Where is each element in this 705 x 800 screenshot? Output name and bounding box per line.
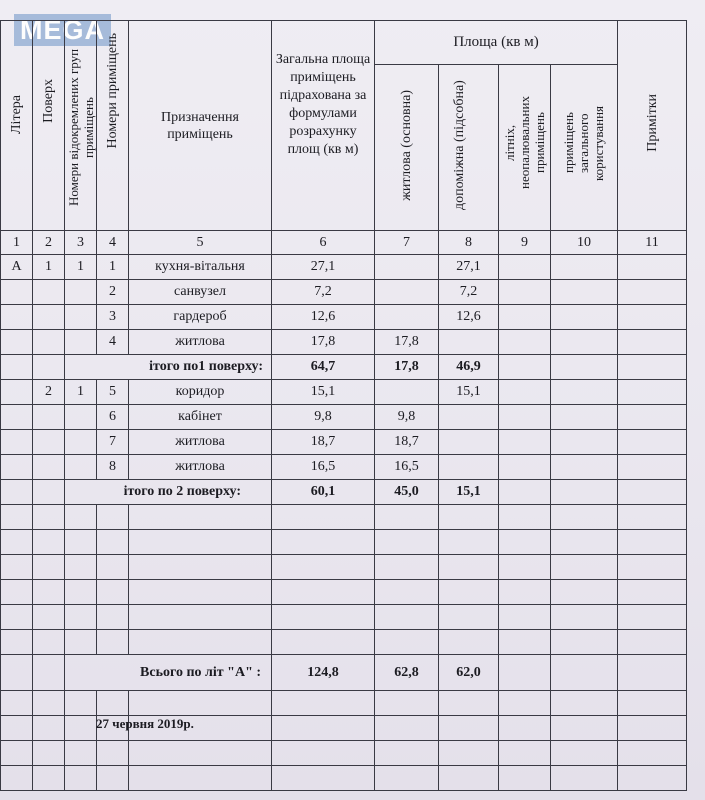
header-living: житлова (основна)	[375, 65, 439, 231]
cell-empty	[499, 355, 551, 380]
cell-empty	[551, 430, 618, 455]
cell-empty	[499, 480, 551, 505]
col-num: 3	[65, 231, 97, 255]
table-row	[1, 330, 687, 355]
cell-empty	[499, 280, 551, 305]
cell-empty	[618, 405, 687, 430]
header-notes: Примітки	[618, 21, 687, 231]
cell-aux-area	[439, 455, 499, 480]
cell-total-area: 27,1	[272, 255, 375, 280]
subtotal-total-area: 60,1	[272, 480, 375, 505]
cell-aux-area	[439, 430, 499, 455]
cell-total-area: 9,8	[272, 405, 375, 430]
cell-empty	[551, 480, 618, 505]
empty-row	[1, 505, 687, 530]
table-row	[1, 305, 687, 330]
cell-group	[65, 430, 97, 455]
cell-empty	[499, 255, 551, 280]
cell-living-area: 18,7	[375, 430, 439, 455]
cell-empty	[1, 655, 33, 691]
cell-empty	[499, 305, 551, 330]
cell-empty	[618, 455, 687, 480]
cell-room-purpose: санвузел	[129, 280, 272, 305]
empty-row	[1, 691, 687, 716]
column-number-row	[1, 231, 687, 255]
cell-empty	[551, 455, 618, 480]
cell-room-purpose: житлова	[129, 330, 272, 355]
cell-living-area	[375, 305, 439, 330]
cell-group	[65, 305, 97, 330]
cell-room-purpose: гардероб	[129, 305, 272, 330]
cell-floor	[33, 330, 65, 355]
cell-living-area	[375, 255, 439, 280]
cell-empty	[618, 255, 687, 280]
cell-empty	[499, 455, 551, 480]
cell-living-area: 17,8	[375, 330, 439, 355]
empty-row	[1, 766, 687, 791]
subtotal-aux-area: 46,9	[439, 355, 499, 380]
cell-room-number: 4	[97, 330, 129, 355]
cell-floor	[33, 455, 65, 480]
cell-empty	[499, 430, 551, 455]
cell-group: 1	[65, 380, 97, 405]
col-num: 4	[97, 231, 129, 255]
subtotal-label: ітого по 2 поверху:	[65, 480, 272, 505]
cell-empty	[551, 355, 618, 380]
subtotal-living-area: 45,0	[375, 480, 439, 505]
grand-total-living-area: 62,8	[375, 655, 439, 691]
col-num: 5	[129, 231, 272, 255]
table-row	[1, 405, 687, 430]
cell-living-area	[375, 380, 439, 405]
col-num: 11	[618, 231, 687, 255]
table-row	[1, 380, 687, 405]
cell-room-number: 2	[97, 280, 129, 305]
cell-floor: 1	[33, 255, 65, 280]
subtotal-label: ітого по1 поверху:	[65, 355, 272, 380]
header-group-numbers: Номери відокремлених груп приміщень	[65, 21, 97, 231]
cell-room-number: 3	[97, 305, 129, 330]
cell-empty	[1, 355, 33, 380]
header-summer-rooms: літніх, неопалювальних приміщень	[499, 65, 551, 231]
header-row-top	[1, 21, 687, 65]
room-inventory-table	[0, 20, 687, 791]
mega-watermark-logo: MEGA	[14, 14, 111, 46]
col-num: 8	[439, 231, 499, 255]
cell-floor	[33, 405, 65, 430]
table-row	[1, 280, 687, 305]
cell-litera	[1, 380, 33, 405]
cell-group	[65, 330, 97, 355]
cell-litera	[1, 305, 33, 330]
cell-empty	[618, 655, 687, 691]
cell-empty	[33, 655, 65, 691]
cell-room-purpose: кухня-вітальня	[129, 255, 272, 280]
table-row	[1, 455, 687, 480]
header-total-area: Загальна площа приміщень підрахована за формулами розрахунку площ (кв м)	[272, 21, 375, 231]
cell-aux-area: 12,6	[439, 305, 499, 330]
cell-empty	[618, 355, 687, 380]
cell-room-purpose: житлова	[129, 430, 272, 455]
header-litera: Літера	[1, 21, 33, 231]
header-room-numbers: Номери приміщень	[97, 21, 129, 231]
table-row	[1, 430, 687, 455]
cell-living-area: 9,8	[375, 405, 439, 430]
cell-floor: 2	[33, 380, 65, 405]
cell-total-area: 12,6	[272, 305, 375, 330]
cell-room-purpose: коридор	[129, 380, 272, 405]
cell-empty	[1, 480, 33, 505]
cell-litera	[1, 430, 33, 455]
col-num: 7	[375, 231, 439, 255]
cell-group	[65, 455, 97, 480]
cell-empty	[551, 330, 618, 355]
cell-total-area: 7,2	[272, 280, 375, 305]
cell-room-number: 5	[97, 380, 129, 405]
header-poverkh: Поверх	[33, 21, 65, 231]
cell-floor	[33, 305, 65, 330]
cell-empty	[618, 380, 687, 405]
cell-total-area: 18,7	[272, 430, 375, 455]
cell-room-purpose: житлова	[129, 455, 272, 480]
cell-empty	[551, 380, 618, 405]
cell-empty	[551, 305, 618, 330]
cell-empty	[618, 280, 687, 305]
grand-total-aux-area: 62,0	[439, 655, 499, 691]
col-num: 10	[551, 231, 618, 255]
cell-group: 1	[65, 255, 97, 280]
cell-aux-area	[439, 330, 499, 355]
empty-row	[1, 741, 687, 766]
cell-empty	[618, 480, 687, 505]
grand-total-area: 124,8	[272, 655, 375, 691]
empty-row	[1, 555, 687, 580]
cell-room-purpose: кабінет	[129, 405, 272, 430]
cell-litera: А	[1, 255, 33, 280]
empty-row	[1, 630, 687, 655]
cell-total-area: 16,5	[272, 455, 375, 480]
cell-room-number: 8	[97, 455, 129, 480]
cell-empty	[618, 305, 687, 330]
cell-litera	[1, 330, 33, 355]
cell-empty	[618, 430, 687, 455]
cell-litera	[1, 405, 33, 430]
col-num: 9	[499, 231, 551, 255]
cell-empty	[618, 330, 687, 355]
col-num: 2	[33, 231, 65, 255]
cell-living-area	[375, 280, 439, 305]
cell-empty	[499, 380, 551, 405]
col-num: 6	[272, 231, 375, 255]
subtotal-living-area: 17,8	[375, 355, 439, 380]
cell-empty	[499, 655, 551, 691]
cell-total-area: 15,1	[272, 380, 375, 405]
subtotal-aux-area: 15,1	[439, 480, 499, 505]
cell-empty	[499, 405, 551, 430]
cell-floor	[33, 430, 65, 455]
cell-litera	[1, 280, 33, 305]
empty-row	[1, 530, 687, 555]
cell-aux-area: 27,1	[439, 255, 499, 280]
cell-group	[65, 405, 97, 430]
cell-empty	[551, 280, 618, 305]
col-num: 1	[1, 231, 33, 255]
cell-floor	[33, 280, 65, 305]
cell-living-area: 16,5	[375, 455, 439, 480]
cell-aux-area: 15,1	[439, 380, 499, 405]
grand-total-label: Всього по літ "А" :	[65, 655, 272, 691]
cell-empty	[551, 405, 618, 430]
header-common-rooms: приміщень загального користування	[551, 65, 618, 231]
header-room-purpose: Призначення приміщень	[129, 21, 272, 231]
header-auxiliary: допоміжна (підсобна)	[439, 65, 499, 231]
cell-aux-area: 7,2	[439, 280, 499, 305]
grand-total-row	[1, 655, 687, 691]
header-area-group: Площа (кв м)	[375, 21, 618, 65]
cell-empty	[551, 655, 618, 691]
cell-empty	[33, 355, 65, 380]
cell-empty	[551, 255, 618, 280]
table-row	[1, 255, 687, 280]
empty-row	[1, 580, 687, 605]
cell-group	[65, 280, 97, 305]
cell-room-number: 1	[97, 255, 129, 280]
cell-total-area: 17,8	[272, 330, 375, 355]
cell-empty	[33, 480, 65, 505]
empty-row	[1, 605, 687, 630]
cell-aux-area	[439, 405, 499, 430]
subtotal-row-floor-2	[1, 480, 687, 505]
subtotal-row-floor-1	[1, 355, 687, 380]
subtotal-total-area: 64,7	[272, 355, 375, 380]
cell-empty	[499, 330, 551, 355]
cell-room-number: 6	[97, 405, 129, 430]
cell-room-number: 7	[97, 430, 129, 455]
cell-litera	[1, 455, 33, 480]
document-date: 27 червня 2019р.	[96, 716, 194, 731]
